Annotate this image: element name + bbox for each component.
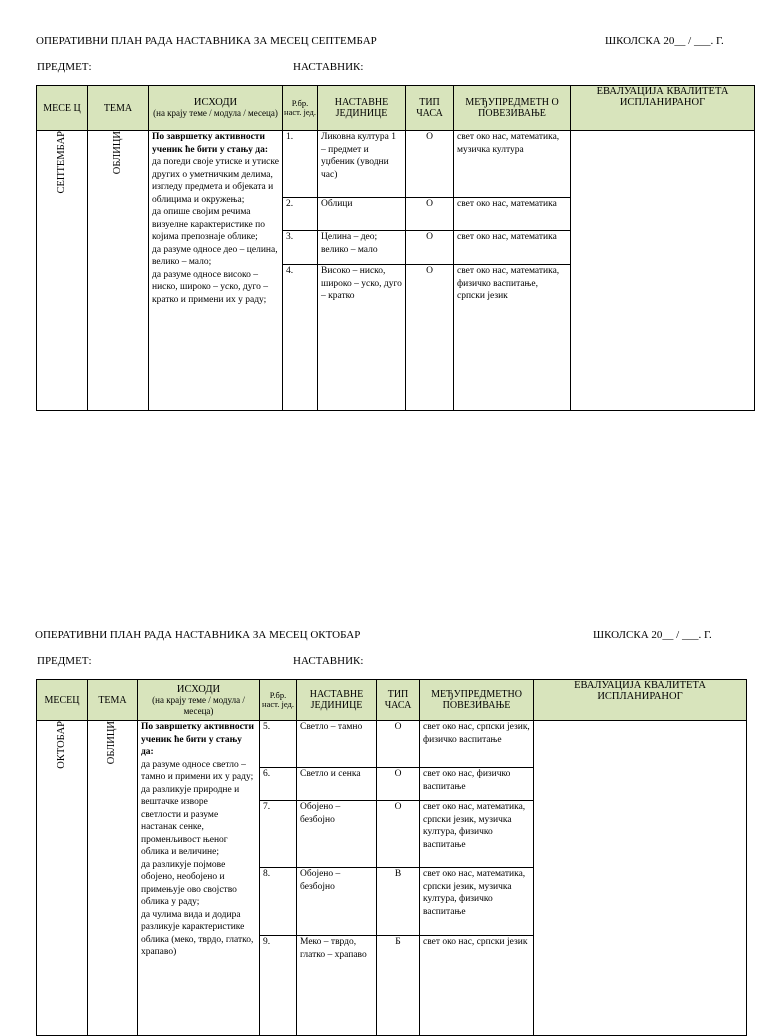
lesson-type: О xyxy=(377,801,420,868)
topic-cell xyxy=(88,721,138,1036)
unit-name: Обојено – безбојно xyxy=(297,801,377,868)
outcome-item: да разуме односе светло – тамно и примени их у раду; xyxy=(141,759,254,782)
col-month: МЕСЕ Ц xyxy=(37,86,88,131)
lesson-type: О xyxy=(406,231,454,265)
outcome-item: да разуме односе део – целина, велико – мало; xyxy=(152,244,278,267)
lesson-type: О xyxy=(377,768,420,801)
col-unit-no: Р.бр. наст. јед. xyxy=(283,86,318,131)
month-text: ОКТОБАР xyxy=(55,721,67,769)
month-cell xyxy=(37,131,88,411)
plan-table xyxy=(36,85,755,411)
outcomes-lead: По завршетку активности ученик ће бити у стању да: xyxy=(141,722,254,757)
subject-label: ПРЕДМЕТ: xyxy=(37,61,92,73)
unit-name: Облици xyxy=(318,198,406,231)
unit-number: 4. xyxy=(283,265,318,411)
cross-curricular-links: свет око нас, математика, музичка култура xyxy=(454,131,571,198)
evaluation-cell xyxy=(571,131,755,411)
unit-name: Високо – ниско, широко – уско, дуго – кратко xyxy=(318,265,406,411)
unit-number: 6. xyxy=(260,768,297,801)
unit-name: Ликовна култура 1 – предмет и уџбеник (уводни час) xyxy=(318,131,406,198)
cross-curricular-links: свет око нас, математика xyxy=(454,231,571,265)
cross-curricular-links: свет око нас, српски језик, физичко васпитање xyxy=(420,721,534,768)
header-row xyxy=(37,86,755,131)
outcomes-cell xyxy=(149,131,283,411)
teacher-label: НАСТАВНИК: xyxy=(293,655,364,667)
lesson-type: О xyxy=(406,265,454,411)
unit-number: 3. xyxy=(283,231,318,265)
month-text: СЕПТЕМБАР xyxy=(55,131,67,194)
col-type: ТИП ЧАСА xyxy=(406,86,454,131)
lesson-type: В xyxy=(377,868,420,936)
lesson-type: Б xyxy=(377,936,420,1036)
col-outcomes xyxy=(138,680,260,721)
col-units: НАСТАВНЕ ЈЕДИНИЦЕ xyxy=(297,680,377,721)
subject-label: ПРЕДМЕТ: xyxy=(37,655,92,667)
col-type: ТИП ЧАСА xyxy=(377,680,420,721)
evaluation-cell xyxy=(534,721,747,1036)
outcomes-subtitle: (на крају теме / модула / месеца) xyxy=(152,694,245,716)
topic-text: ОБЛИЦИ xyxy=(111,131,123,175)
outcome-item: да разликује природне и вештачке изворе xyxy=(141,784,240,807)
col-evaluation: ЕВАЛУАЦИЈА КВАЛИТЕТА ИСПЛАНИРАНОГ xyxy=(571,86,755,131)
topic-cell xyxy=(88,131,149,411)
teacher-label: НАСТАВНИК: xyxy=(293,61,364,73)
col-topic: ТЕМА xyxy=(88,86,149,131)
unit-number: 7. xyxy=(260,801,297,868)
school-year: ШКОЛСКА 20__ / ___. Г. xyxy=(605,35,724,47)
col-month: МЕСЕЦ xyxy=(37,680,88,721)
cross-curricular-links: свет око нас, математика, физичко васпитање, српски језик xyxy=(454,265,571,411)
col-links: МЕЂУПРЕДМЕТН О ПОВЕЗИВАЊЕ xyxy=(454,86,571,131)
page-title: ОПЕРАТИВНИ ПЛАН РАДА НАСТАВНИКА ЗА МЕСЕЦ СЕПТЕМБАР xyxy=(36,35,377,47)
cross-curricular-links: свет око нас, математика xyxy=(454,198,571,231)
col-topic: ТЕМА xyxy=(88,680,138,721)
col-unit-no: Р.бр. наст. јед. xyxy=(260,680,297,721)
school-year: ШКОЛСКА 20__ / ___. Г. xyxy=(593,629,712,641)
outcome-item: светлости и разуме настанак сенке, променљивост њеног облика и величине; xyxy=(141,809,228,857)
header-row xyxy=(37,680,747,721)
unit-name: Светло – тамно xyxy=(297,721,377,768)
outcomes-title: ИСХОДИ xyxy=(193,97,238,108)
lesson-type: О xyxy=(406,131,454,198)
unit-number: 8. xyxy=(260,868,297,936)
unit-name: Целина – део; велико – мало xyxy=(318,231,406,265)
month-cell xyxy=(37,721,88,1036)
cross-curricular-links: свет око нас, математика, српски језик, музичка култура, физичко васпитање xyxy=(420,801,534,868)
unit-name: Меко – тврдо, глатко – храпаво xyxy=(297,936,377,1036)
cross-curricular-links: свет око нас, физичко васпитање xyxy=(420,768,534,801)
page-title: ОПЕРАТИВНИ ПЛАН РАДА НАСТАВНИКА ЗА МЕСЕЦ ОКТОБАР xyxy=(35,629,361,641)
col-links: МЕЂУПРЕДМЕТНО ПОВЕЗИВАЊЕ xyxy=(420,680,534,721)
unit-number: 5. xyxy=(260,721,297,768)
cross-curricular-links: свет око нас, математика, српски језик, музичка култура, физичко васпитање xyxy=(420,868,534,936)
table-row xyxy=(37,131,755,198)
outcome-item: да опише својим речима визуелне карактеристике по којима препознаје облике; xyxy=(152,207,265,242)
outcomes-title: ИСХОДИ xyxy=(176,683,221,695)
outcome-item: да поreди своје утиске и утиске других о уметничким делима, изгледу предмета и објеката и облицима и окружења; xyxy=(152,157,279,205)
table-row xyxy=(37,721,747,768)
cross-curricular-links: свет око нас, српски језик xyxy=(420,936,534,1036)
unit-number: 1. xyxy=(283,131,318,198)
outcomes-cell xyxy=(138,721,260,1036)
unit-number: 9. xyxy=(260,936,297,1036)
outcome-item: да разуме односе високо – ниско, широко – уско, дуго – кратко и примени их у раду; xyxy=(152,269,269,305)
col-units: НАСТАВНЕ ЈЕДИНИЦЕ xyxy=(318,86,406,131)
col-outcomes xyxy=(149,86,283,131)
unit-name: Светло и сенка xyxy=(297,768,377,801)
topic-text: ОБЛИЦИ xyxy=(106,721,118,765)
lesson-type: О xyxy=(377,721,420,768)
col-evaluation: ЕВАЛУАЦИЈА КВАЛИТЕТА ИСПЛАНИРАНОГ xyxy=(534,680,747,721)
unit-number: 2. xyxy=(283,198,318,231)
outcomes-subtitle: (на крају теме / модула / месеца) xyxy=(153,108,278,118)
plan-table xyxy=(36,679,747,1036)
outcomes-lead: По завршетку активности ученик ће бити у стању да: xyxy=(152,132,269,155)
unit-name: Обојено – безбојно xyxy=(297,868,377,936)
lesson-type: О xyxy=(406,198,454,231)
outcome-item: да разликује појмове обојено, необојено и примењује ово својство облика у раду; xyxy=(141,859,237,907)
outcome-item: да чулима вида и додира разликује карактеристике облика (меко, тврдо, глатко, храпаво) xyxy=(141,909,254,957)
